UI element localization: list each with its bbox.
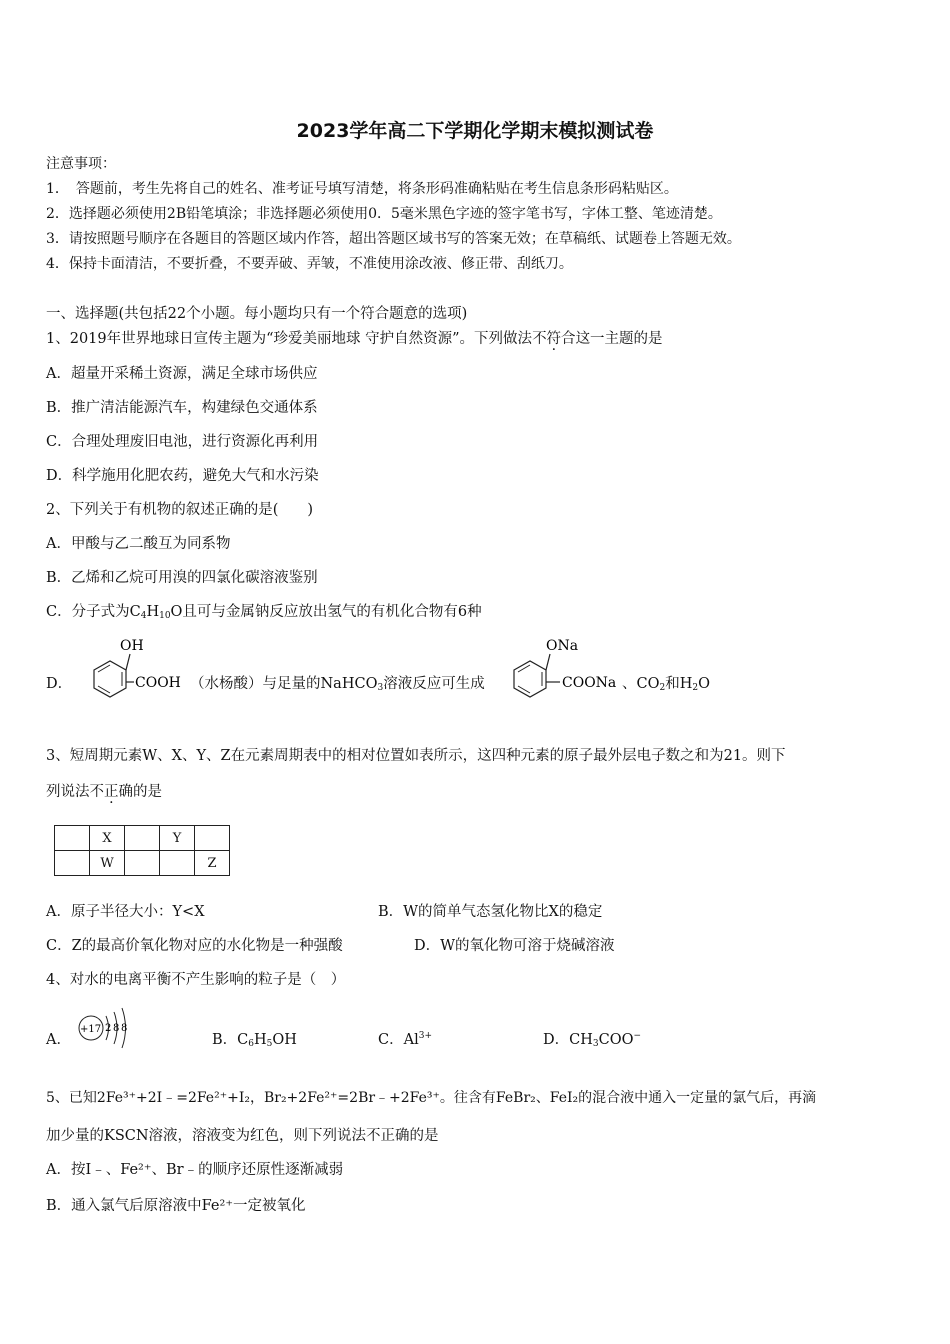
q2-option-a: A．甲酸与乙二酸互为同系物 (46, 536, 231, 552)
table-cell (125, 826, 160, 851)
q4-stem: 4、对水的电离平衡不产生影响的粒子是（ ） (46, 972, 346, 988)
q4-option-c: C．$Al^{3+}$ (378, 1031, 432, 1048)
q3-stem-line1: 3、短周期元素W、X、Y、Z在元素周期表中的相对位置如表所示，这四种元素的原子最外层电子数之和为21。则下 (46, 748, 786, 764)
sodium-salicylate-structure (506, 632, 626, 704)
q1-emphasis: 不符合 (532, 331, 576, 347)
notice-heading: 注意事项： (46, 156, 116, 172)
q2-option-b: B．乙烯和乙烷可用溴的四氯化碳溶液鉴别 (46, 570, 318, 586)
q1-option-d: D．科学施用化肥农药，避免大气和水污染 (46, 468, 319, 484)
periodic-table-fragment (54, 825, 230, 876)
notice-item-3: 3．请按照题号顺序在各题目的答题区域内作答，超出答题区域书写的答案无效；在草稿纸、试题卷上答题无效。 (46, 231, 741, 247)
q2-option-c: C．分子式为$C_4H_{10}O$且可与金属钠反应放出氢气的有机化合物有6种 (46, 604, 482, 621)
shell-electrons-1: 2 (105, 1023, 112, 1034)
shell-electrons-2: 8 (113, 1023, 120, 1034)
table-cell (160, 851, 195, 876)
table-cell: Z (195, 851, 230, 876)
q4-option-a-label: A． (46, 1032, 71, 1048)
shell-electrons-3: 8 (121, 1023, 128, 1034)
q5-option-a: A．按I﹣、Fe²⁺、Br﹣的顺序还原性逐渐减弱 (46, 1162, 344, 1178)
nucleus-charge: +17 (80, 1024, 102, 1035)
carboxyl-label: COOH (135, 675, 181, 691)
q2-option-d-text: （水杨酸）与足量的NaHCO$_3$溶液反应可生成 (190, 676, 485, 693)
salicylic-acid-structure (74, 632, 186, 704)
q2-option-d-label: D． (46, 676, 73, 692)
carboxylate-label: COONa (562, 675, 617, 691)
q4-option-b: B．$C_6H_5OH$ (212, 1032, 297, 1049)
q2-stem: 2、下列关于有机物的叙述正确的是( ) (46, 502, 314, 518)
q3-emphasis: 不正确 (89, 784, 133, 800)
q3-option-c: C．Z的最高价氧化物对应的水化物是一种强酸 (46, 938, 343, 954)
notice-item-4: 4．保持卡面清洁，不要折叠，不要弄破、弄皱，不准使用涂改液、修正带、刮纸刀。 (46, 256, 573, 272)
q1-option-b: B．推广清洁能源汽车，构建绿色交通体系 (46, 400, 318, 416)
hydroxyl-label: OH (120, 638, 144, 654)
q5-stem-line1: 5、已知2Fe³⁺+2I﹣=2Fe²⁺+I₂，Br₂+2Fe²⁺=2Br﹣+2Fe³⁺。往含有FeBr₂、FeI₂的混合液中通入一定量的氯气后，再滴 (46, 1090, 817, 1106)
q3-option-d: D．W的氧化物可溶于烧碱溶液 (414, 938, 615, 954)
table-cell: W (90, 851, 125, 876)
table-row (55, 826, 230, 851)
phenoxide-label: ONa (546, 638, 579, 654)
q5-stem-line2: 加少量的KSCN溶液，溶液变为红色，则下列说法不正确的是 (46, 1128, 439, 1144)
table-row (55, 851, 230, 876)
table-cell: X (90, 826, 125, 851)
section-heading: 一、选择题(共包括22个小题。每小题均只有一个符合题意的选项) (46, 306, 468, 322)
q3-option-a: A．原子半径大小：Y<X (46, 904, 205, 920)
atom-structure-diagram (76, 1004, 136, 1054)
q1-option-c: C．合理处理废旧电池，进行资源化再利用 (46, 434, 319, 450)
table-cell: Y (160, 826, 195, 851)
table-cell (125, 851, 160, 876)
q5-option-b: B．通入氯气后原溶液中Fe²⁺一定被氧化 (46, 1198, 306, 1214)
table-cell (55, 851, 90, 876)
q2-option-d-end: 、$CO_2$和$H_2O$ (622, 676, 710, 693)
q1-option-a: A．超量开采稀土资源，满足全球市场供应 (46, 366, 318, 382)
page-title: 2023学年高二下学期化学期末模拟测试卷 (296, 120, 654, 142)
q4-option-d: D．$CH_3COO^-$ (543, 1031, 642, 1049)
table-cell (195, 826, 230, 851)
q3-stem-line2: 列说法不正确的是 (46, 780, 162, 801)
notice-item-2: 2．选择题必须使用2B铅笔填涂；非选择题必须使用0．5毫米黑色字迹的签字笔书写，字体工整、笔迹清楚。 (46, 206, 722, 222)
q1-stem: 1、2019年世界地球日宣传主题为“珍爱美丽地球 守护自然资源”。下列做法不符合这一主题的是 (46, 327, 663, 348)
notice-item-1: 1． 答题前，考生先将自己的姓名、准考证号填写清楚，将条形码准确粘贴在考生信息条形码粘贴区。 (46, 181, 678, 197)
table-cell (55, 826, 90, 851)
q3-option-b: B．W的简单气态氢化物比X的稳定 (378, 904, 603, 920)
